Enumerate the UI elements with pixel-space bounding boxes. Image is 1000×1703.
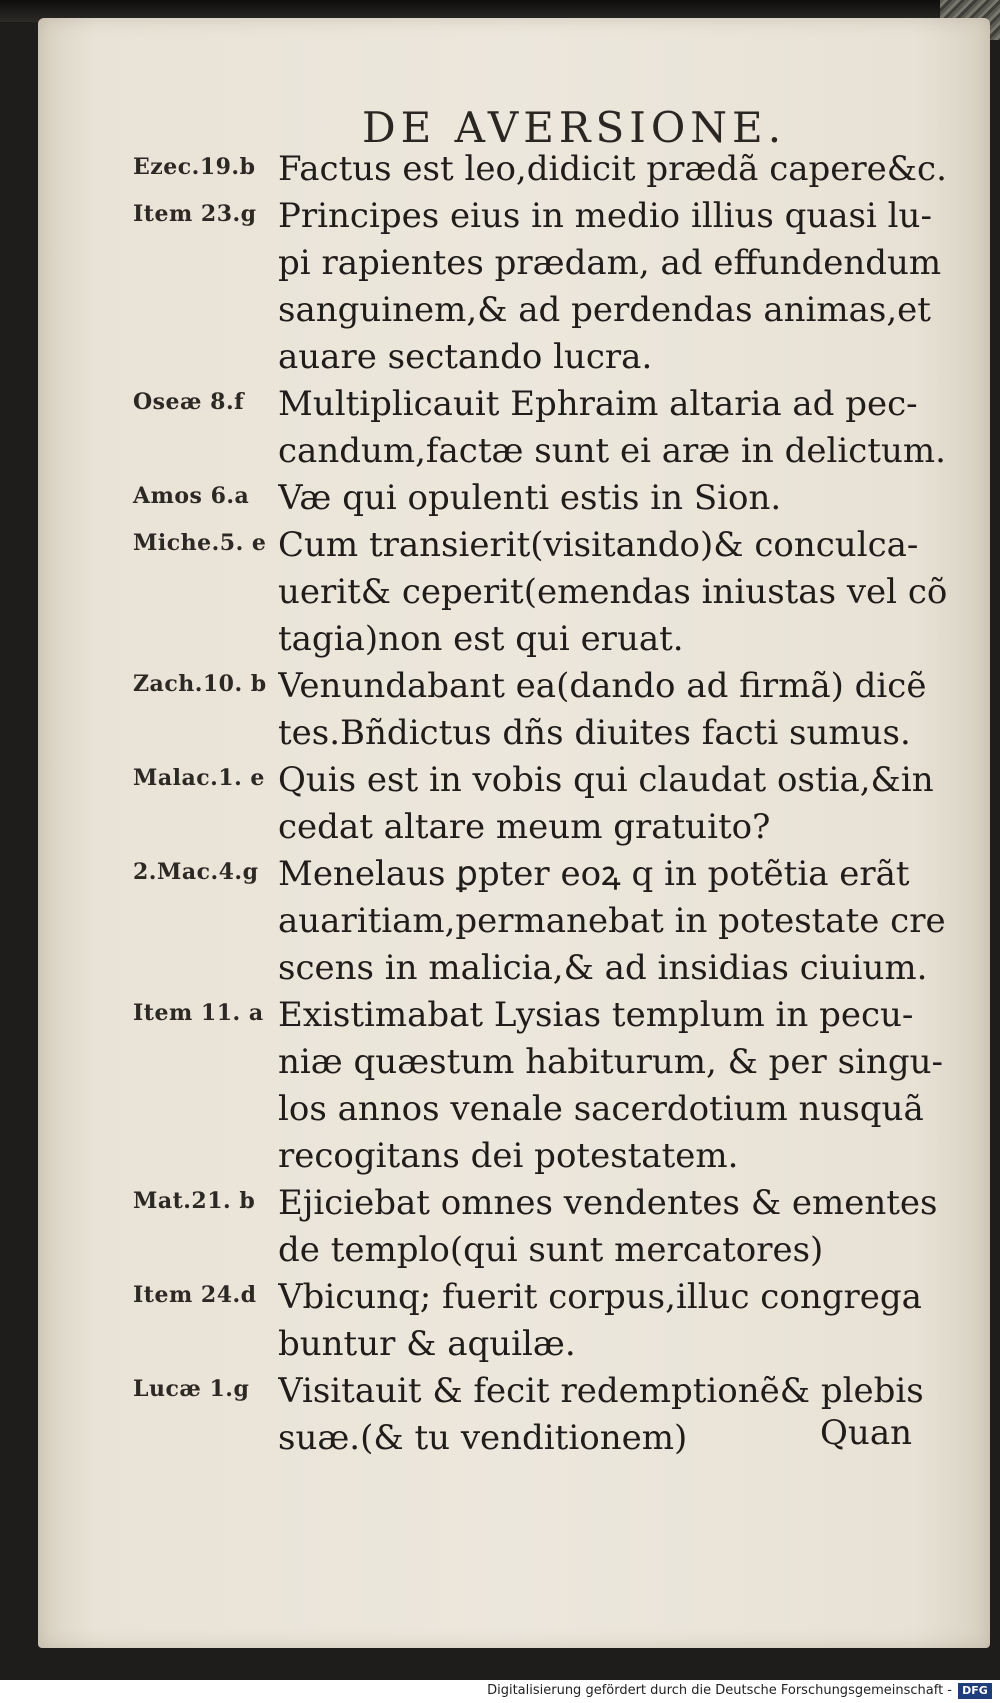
entry-text: [278, 663, 968, 757]
entry-text: [278, 475, 968, 522]
text-line: sanguinem,& ad perdendas animas,et: [278, 290, 931, 330]
text-line: Quis est in vobis qui claudat ostia,&in: [278, 760, 934, 800]
text-line: los annos venale sacerdotium nusquã: [278, 1089, 924, 1129]
margin-reference: Item 11. a: [133, 1000, 264, 1026]
margin-reference: Ezec.19.b: [133, 154, 256, 180]
entry-text: [278, 1180, 968, 1274]
dfg-logo: DFG: [958, 1683, 992, 1699]
text-line: Ejiciebat omnes vendentes & ementes: [278, 1183, 938, 1223]
text-line: suæ.(& tu venditionem): [278, 1418, 688, 1458]
margin-reference: Mat.21. b: [133, 1188, 256, 1214]
text-line: Væ qui opulenti estis in Sion.: [278, 478, 782, 518]
entry-text: [278, 381, 968, 475]
text-line: uerit& ceperit(emendas iniustas vel cõ: [278, 572, 948, 612]
entry-text: [278, 193, 968, 381]
digitization-footer: [0, 1680, 1000, 1703]
text-line: Principes eius in medio illius quasi lu-: [278, 196, 932, 236]
entry-text: [278, 992, 968, 1180]
text-line: recogitans dei potestatem.: [278, 1136, 739, 1176]
entry-text: [278, 757, 968, 851]
entry-text: [278, 851, 968, 992]
text-line: Factus est leo,didicit prædã capere&c.: [278, 149, 947, 189]
text-line: niæ quæstum habiturum, & per singu-: [278, 1042, 943, 1082]
text-line: tagia)non est qui eruat.: [278, 619, 684, 659]
margin-reference: Item 23.g: [133, 201, 257, 227]
catchword: Quan: [820, 1413, 912, 1453]
margin-reference: Oseæ 8.f: [133, 389, 245, 415]
funding-note: Digitalisierung gefördert durch die Deutsche Forschungsgemeinschaft -: [487, 1683, 952, 1698]
text-line: tes.Bñdictus dñs diuites facti sumus.: [278, 713, 911, 753]
text-line: Multiplicauit Ephraim altaria ad pec-: [278, 384, 918, 424]
text-line: de templo(qui sunt mercatores): [278, 1230, 824, 1270]
entry-text: [278, 1274, 968, 1368]
margin-reference: Malac.1. e: [133, 765, 265, 791]
margin-reference: 2.Mac.4.g: [133, 859, 259, 885]
book-page: [38, 18, 990, 1648]
text-line: Existimabat Lysias templum in pecu-: [278, 995, 914, 1035]
text-line: scens in malicia,& ad insidias ciuium.: [278, 948, 928, 988]
text-line: candum,factæ sunt ei aræ in delictum.: [278, 431, 946, 471]
text-line: cedat altare meum gratuito?: [278, 807, 771, 847]
entry-text: [278, 522, 968, 663]
text-line: Vbicunq; fuerit corpus,illuc congrega: [278, 1277, 922, 1317]
text-line: Venundabant ea(dando ad firmã) dicẽ: [278, 666, 927, 706]
text-line: Visitauit & fecit redemptionẽ& plebis: [278, 1371, 924, 1411]
text-line: Cum transierit(visitando)& conculca-: [278, 525, 919, 565]
margin-reference: Lucæ 1.g: [133, 1376, 250, 1402]
margin-reference: Item 24.d: [133, 1282, 257, 1308]
margin-reference: Miche.5. e: [133, 530, 267, 556]
entry-text: [278, 146, 968, 193]
running-head: DE AVERSIONE.: [361, 103, 787, 152]
margin-reference: Zach.10. b: [133, 671, 267, 697]
margin-reference: Amos 6.a: [133, 483, 250, 509]
text-line: buntur & aquilæ.: [278, 1324, 576, 1364]
text-line: auare sectando lucra.: [278, 337, 653, 377]
text-line: auaritiam,permanebat in potestate cre: [278, 901, 946, 941]
text-line: Menelaus ꝑpter eoꝝ q in potẽtia erãt: [278, 854, 910, 894]
text-line: pi rapientes prædam, ad effundendum: [278, 243, 942, 283]
